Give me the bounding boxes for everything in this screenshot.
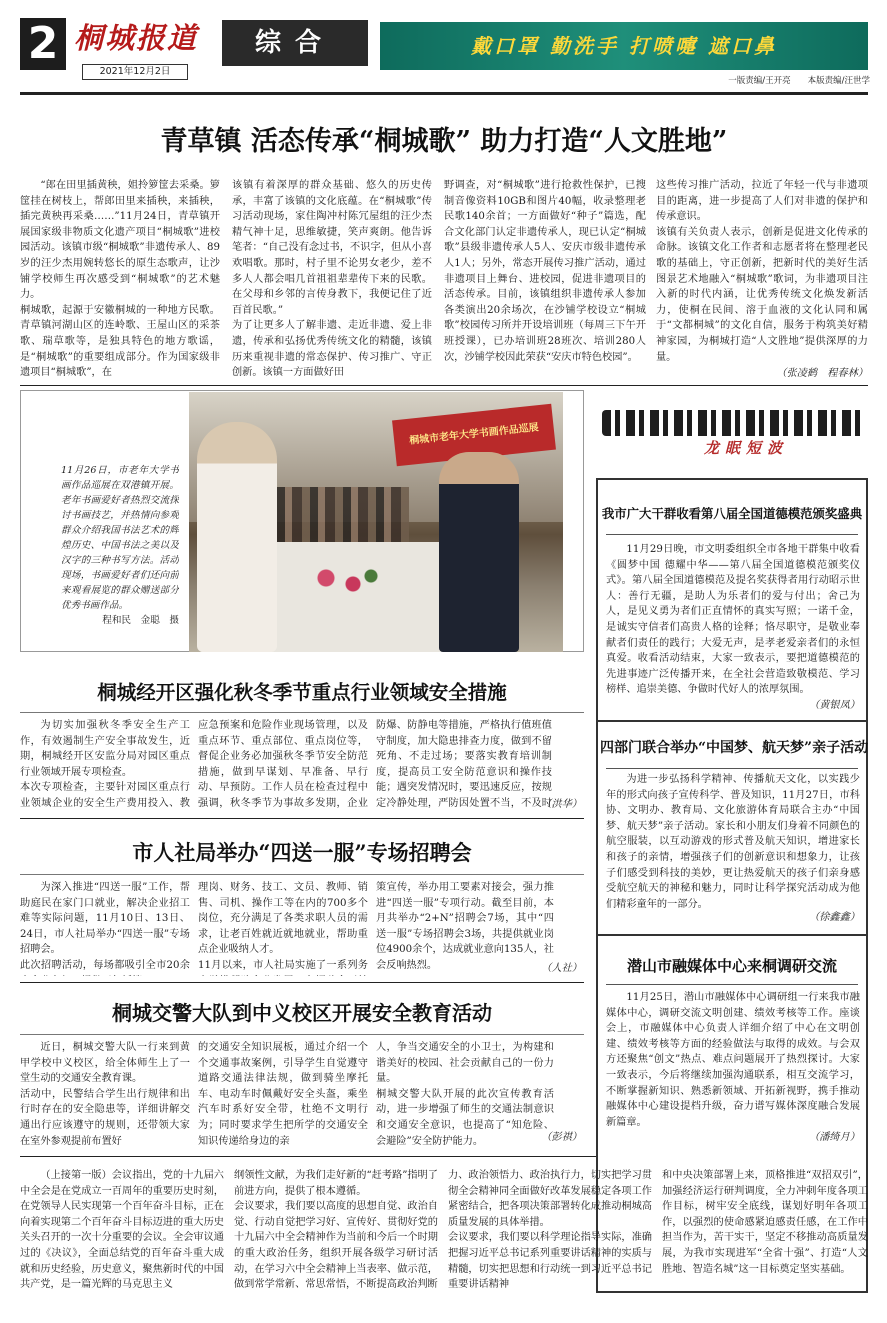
brief1-rule [606,534,858,535]
story4-col-3: 人，争当交通安全的小卫士，为构建和谐美好的校园、社会贡献自己的一份力量。 桐城交警大队开展的此次宣传教育活动，进一步增强了师生的交通法制意识和交通安全意识，也提高了“知危险、会避险”安全防护能力。 [376,1042,554,1147]
section-box [222,20,368,66]
photo-painter-woman [197,422,277,652]
story3-bottom-rule [20,982,584,983]
story3-col-2: 理岗、财务、技工、文员、教师、销售、司机、操作工等在内的700多个岗位，充分满足了各类求职人员的需求，让老百姓就近就地就业，帮助重点企业吸纳人才。 11月以来，市人社局实施了一系列务 [198,882,368,971]
brief2-rule [606,768,858,769]
story2-col-2: 应急预案和危险作业现场管理，以及重点环节、重点部位、重点岗位等，督促企业务必加强秋冬季节安全防范措施，做到早谋划、早准备、早行动、早预防。工作人员在检查过程中强调，秋冬季节为事故多发期，企业 [198,720,368,809]
brief2-body: 为进一步弘扬科学精神、传播航天文化，以实践少年的形式向孩子宣传科学、普及知识，11月27日，市科协、文明办、教育局、文化旅游体育局联合主办“中国梦、航天梦”亲子活动。家长和小朋友们身着不同颜色的航空服装，以互动游戏的形式普及航天知识，增进家长和孩子的亲情，增强孩子们的创新意识和想象力，让孩子们感受到科技的美妙，更让热爱航天的孩子们亲身感受航空航天的神秘和魅力，同时让科学探究活动成为他们精彩童年的一部分。 [606,774,860,910]
continuation-col-2: 纲领性文献，为我们走好新的“赶考路”指明了前进方向，提供了根本遵循。 会议要求，我们要以高度的思想自觉、政治自觉、行动自觉把学习好、宣传好、贯彻好党的十九届六中全会精神作为当前和今后一个时期的重大政治任务，组织开展各级学习研讨活动，在学习六中全会精神上当表率、做示范，做到常学常新、常思常悟，不断提高政治判断 [234,1170,438,1291]
brief-separator-2 [596,934,868,936]
photo-frame [20,390,584,652]
story4-headline: 桐城交警大队到中义校区开展安全教育活动 [112,1001,492,1025]
editor-line: 一版责编/王开亮 本版责编/汪世学 [728,76,870,86]
lead-col-3: 野调查，对“桐城歌”进行抢救性保护，已搜制音像资料10GB和图片40幅，收录整理老民歌140余首；一方面做好“种子”篇选，配合文化部门认定非遗传承人，现已认定“桐城歌”县级非遗传承人5人、安庆市级非遗传承人1人；另外，常态开展传习推广活动，通过非遗项目上舞台、进校园，促进非遗项目的活态传承。目前，该镇组织非遗传承人参加各类演出20余场次，在沙铺学校设立“桐城歌”校园传习所并开设培训班（每周三下午开班授课），已办培训班28班次、培训280人次，沙铺学校因此荣获“安庆市特色校园”。 [444,180,646,363]
story2-bottom-rule [20,818,584,819]
slogan-banner [380,22,868,70]
continuation-col-1: （上接第一版）会议指出，党的十九届六中全会是在党成立一百周年的重要历史时刻，在党领导人民实现第一个百年奋斗目标，正在向着实现第二个百年奋斗目标迈进的重大历史关头召开的一次十分重要的会议。全会审议通过的《决议》，全面总结党的百年奋斗重大成就和历史经验，历史意义，聚焦新时代的中国共产党，是一篇光辉的马克思主义 [20,1170,224,1291]
photo-painting-blossoms [299,562,389,602]
continuation-col-3: 力、政治领悟力、政治执行力，切实把学习贯彻全会精神同全面做好改革发展稳定各项工作紧密结合，把各项决策部署转化成推动桐城高质量发展的具体举措。 会议要求，我们要以科学理论指导实际，准确把握习近平总书记系列重要讲话精神的实质与精髓，切实把思想和行动统一到习近平总书记重要讲话精神 [448,1170,652,1291]
photo-credit: 程和民 金聪 摄 [102,615,179,626]
brief3-body: 11月25日，潜山市融媒体中心调研组一行来我市融媒体中心，调研交流文明创建、绩效考核等工作。座谈会上，市融媒体中心负责人详细介绍了中心在文明创建、绩效考核等方面的经验做法与取得的成效。与会双方还聚焦“创文”热点、难点问题展开了热烈探讨。大家一致表示，今后将继续加强沟通联系，相互交流学习，不断掌握新知识、熟悉新领域、开拓新视野，携手推动融媒体中心建设提档升级，奋力谱写媒体深度融合发展新篇章。 [606,992,860,1128]
lead-col-2: 该镇有着深厚的群众基础、悠久的历史传承，丰富了该镇的文化底蕴。在“桐城歌”传习活动现场，家住陶冲村陈冗屋组的汪少杰精气神十足，思维敏捷，笑声爽朗。他告诉笔者：“自己没有念过书，不识字，但从小喜欢唱歌。那时，村子里不论男女老少，差不多人人都会唱几首祖祖辈辈传下来的民歌。在父母和乡邻的言传身教下，我便记住了近百首民歌。” 为了让更多人了解非遗、走近非遗、爱上非遗，传承和弘扬优秀传统文化的精髓，该镇历来重视非遗的常态保护、传习推广、守正创新。该镇一方面做好田 [232,180,432,379]
story2-top-rule [20,712,584,713]
photo-crowd [259,487,409,547]
brief-header-title: 龙眠短波 [703,439,788,457]
brief3-headline: 潜山市融媒体中心来桐调研交流 [626,957,837,975]
brief1-byline: （黄银凤） [809,700,860,711]
brief1-headline: 我市广大干群收看第八届全国道德模范颁奖盛典 [601,506,863,521]
story4-col-1: 近日，桐城交警大队一行来到黄甲学校中义校区，给全体师生上了一堂生动的交通安全教育课。 活动中，民警结合学生出行规律和出行时存在的安全隐患等，详细讲解交通出行应该遵守的规则，还带领大家在室外参观提前布置好 [20,1042,190,1147]
masthead-rule [20,92,868,95]
brief3-byline: （潘绮月） [809,1132,860,1143]
photo-man-dark-coat [439,452,519,652]
story3-col-1: 为深入推进“四送一服”工作，帮助庭民在家门口就业，解决企业招工难等实际问题，11月10日、13日、24日，市人社局举办“四送一服”专场招聘会。 此次招聘活动，每场都吸引全市20余 [20,882,190,971]
photo-caption: 11月26日，市老年大学书画作品巡展在双港镇开展。老年书画爱好者热烈交流探讨书画技艺，并热情向参观群众介绍我国书法艺术的辉煌历史、中国书法之美以及汉字的三种书写方法。活动现场，书画爱好者们还向前来观看展览的群众赠送部分优秀书画作品。 [61,465,179,611]
news-photo [189,392,563,652]
page-number-box [20,18,66,70]
story3-headline: 市人社局举办“四送一服”专场招聘会 [132,840,472,865]
brief3-rule [606,984,858,985]
issue-date: 2021年12月2日 [99,66,171,77]
story2-col-3: 防爆、防静电等措施，严格执行值班值守制度，加大隐患排查力度，做到不留死角、不走过场；要落实教育培训制度，提高员工安全防范意识和操作技能；遇突发情况时，要迅速反应，按规定冷静处理，严防因处置不当，不及时 [376,720,552,809]
story2-col-1: 为切实加强秋冬季安全生产工作，有效遏制生产安全事故发生，近期，桐城经开区安监分局对园区重点行业领域开展专项检查。 本次专项检查，主要针对园区重点行业领域企业的安全生产费用投入、教 [20,720,190,809]
story4-top-rule [20,1034,584,1035]
paper-name: 桐城报道 [74,21,199,55]
story4-col-2: 的交通安全知识展板，通过介绍一个个交通事故案例，引导学生自觉遵守道路交通法律法规，做到骑坐摩托车、电动车时佩戴好安全头盔，乘坐汽车时系好安全带，杜绝不文明行为；同时要求学生把所学的交通安全知识传递给身边的亲 [198,1042,368,1147]
lead-bottom-rule [20,385,868,386]
continuation-col-4: 和中央决策部署上来，顶格推进“双招双引”，加强经济运行研判调度，全力冲刺年度各项工作目标，树牢安全底线，谋划好明年各项工作，以强烈的使命感紧迫感责任感，在工作中担当作为，苦干实干，坚定不移推动高质量发展，为我市实现进军“全省十强”、打造“人文胜地、智造名城”这一目标奠定坚实基础。 [662,1170,868,1275]
brief-header [596,398,868,468]
section-title: 综合 [254,28,335,58]
brief-header-mark [602,410,864,436]
story4-byline: （彭祺） [541,1132,582,1143]
lead-col-4: 这些传习推广活动，拉近了年轻一代与非遗项目的距离，进一步提高了人们对非遗的保护和传承意识。 该镇有关负责人表示，创新是促进文化传承的命脉。该镇文化工作者和志愿者将在整理老民歌的基础上，守正创新，把新时代的美好生活图景艺术地融入“桐城歌”歌词，为非遗项目注入新的时代内涵，让优秀传统文化焕发新活力，使桐在民间、溶于血液的文化认同和属于“文都桐城”的文化自信，服务于构筑美好精神家园，为桐城打造“人文胜地”提供深厚的力量。 [656,180,868,363]
slogan-text: 戴口罩 勤洗手 打喷嚏 遮口鼻 [471,34,777,58]
lead-headline: 青草镇 活态传承“桐城歌” 助力打造“人文胜地” [160,126,728,157]
lead-col-1: “郎在田里插黄秧，姐拎箩筐去采桑。箩筐挂在树枝上，帮郎田里来插秧，来插秧，插完黄秧再采桑……”11月24日，青草镇开展国家级非物质文化遗产项目“桐城歌”进校园活动。该镇市级“桐城歌”非遗传承人、89岁的汪少杰用婉转悠长的原生态歌声，让沙铺学校师生再次感受到“桐城歌”的艺术魅力。 桐城歌，起源于安徽桐城的一种地方民歌。青草镇河湖山区的连岭歌、王屋山区的采茶歌、瑞草歌等，是独具特色的地方歌谣，是“桐城歌”的重要组成部分。作为国家级非遗项目“桐城歌”，在 [20,180,220,379]
brief-separator-1 [596,720,868,722]
story3-col-3: 策宣传，举办用工要素对接会，强力推进“四送一服”专项行动。截至目前，本月共举办“2+N”招聘会7场，其中“四送一服”专场招聘会3场，共提供就业岗位4900余个，达成就业意向135人，社会反响热烈。 [376,882,554,971]
page-number: 2 [27,18,59,69]
lead-byline: （张凌鹤 程春林） [776,368,868,379]
brief1-body: 11月29日晚，市文明委组织全市各地干群集中收看《圆梦中国 德耀中华——第八届全国道德模范颁奖仪式》。第八届全国道德模范及提名奖获得者用行动昭示世人：善行无疆，是助人为乐者们的爱与付出；舍己为人，是见义勇为者们正直情怀的真实写照；一诺千金，是诚实守信者们高贵人格的诠释；恪尽职守，是敬业奉献者们责任的践行；大爱无声，是孝老爱亲者们的永恒真爱。收看活动结束，大家一致表示，要把道德模范的先进事迹广泛传播开来，在全社会营造致敬模范、学习榜样、追崇美德、争做时代好人的浓厚氛围。 [606,544,860,696]
story2-byline: （洪华） [541,799,582,810]
photo-banner-text: 桐城市老年大学书画作品巡展 [408,422,540,447]
story2-headline: 桐城经开区强化秋冬季节重点行业领域安全措施 [97,681,507,704]
date-box [82,64,188,80]
story4-bottom-rule [20,1156,596,1157]
brief2-headline: 四部门联合举办“中国梦、航天梦”亲子活动 [600,740,869,756]
story3-byline: （人社） [541,963,582,974]
story3-top-rule [20,874,584,875]
brief2-byline: （徐鑫鑫） [809,912,860,923]
